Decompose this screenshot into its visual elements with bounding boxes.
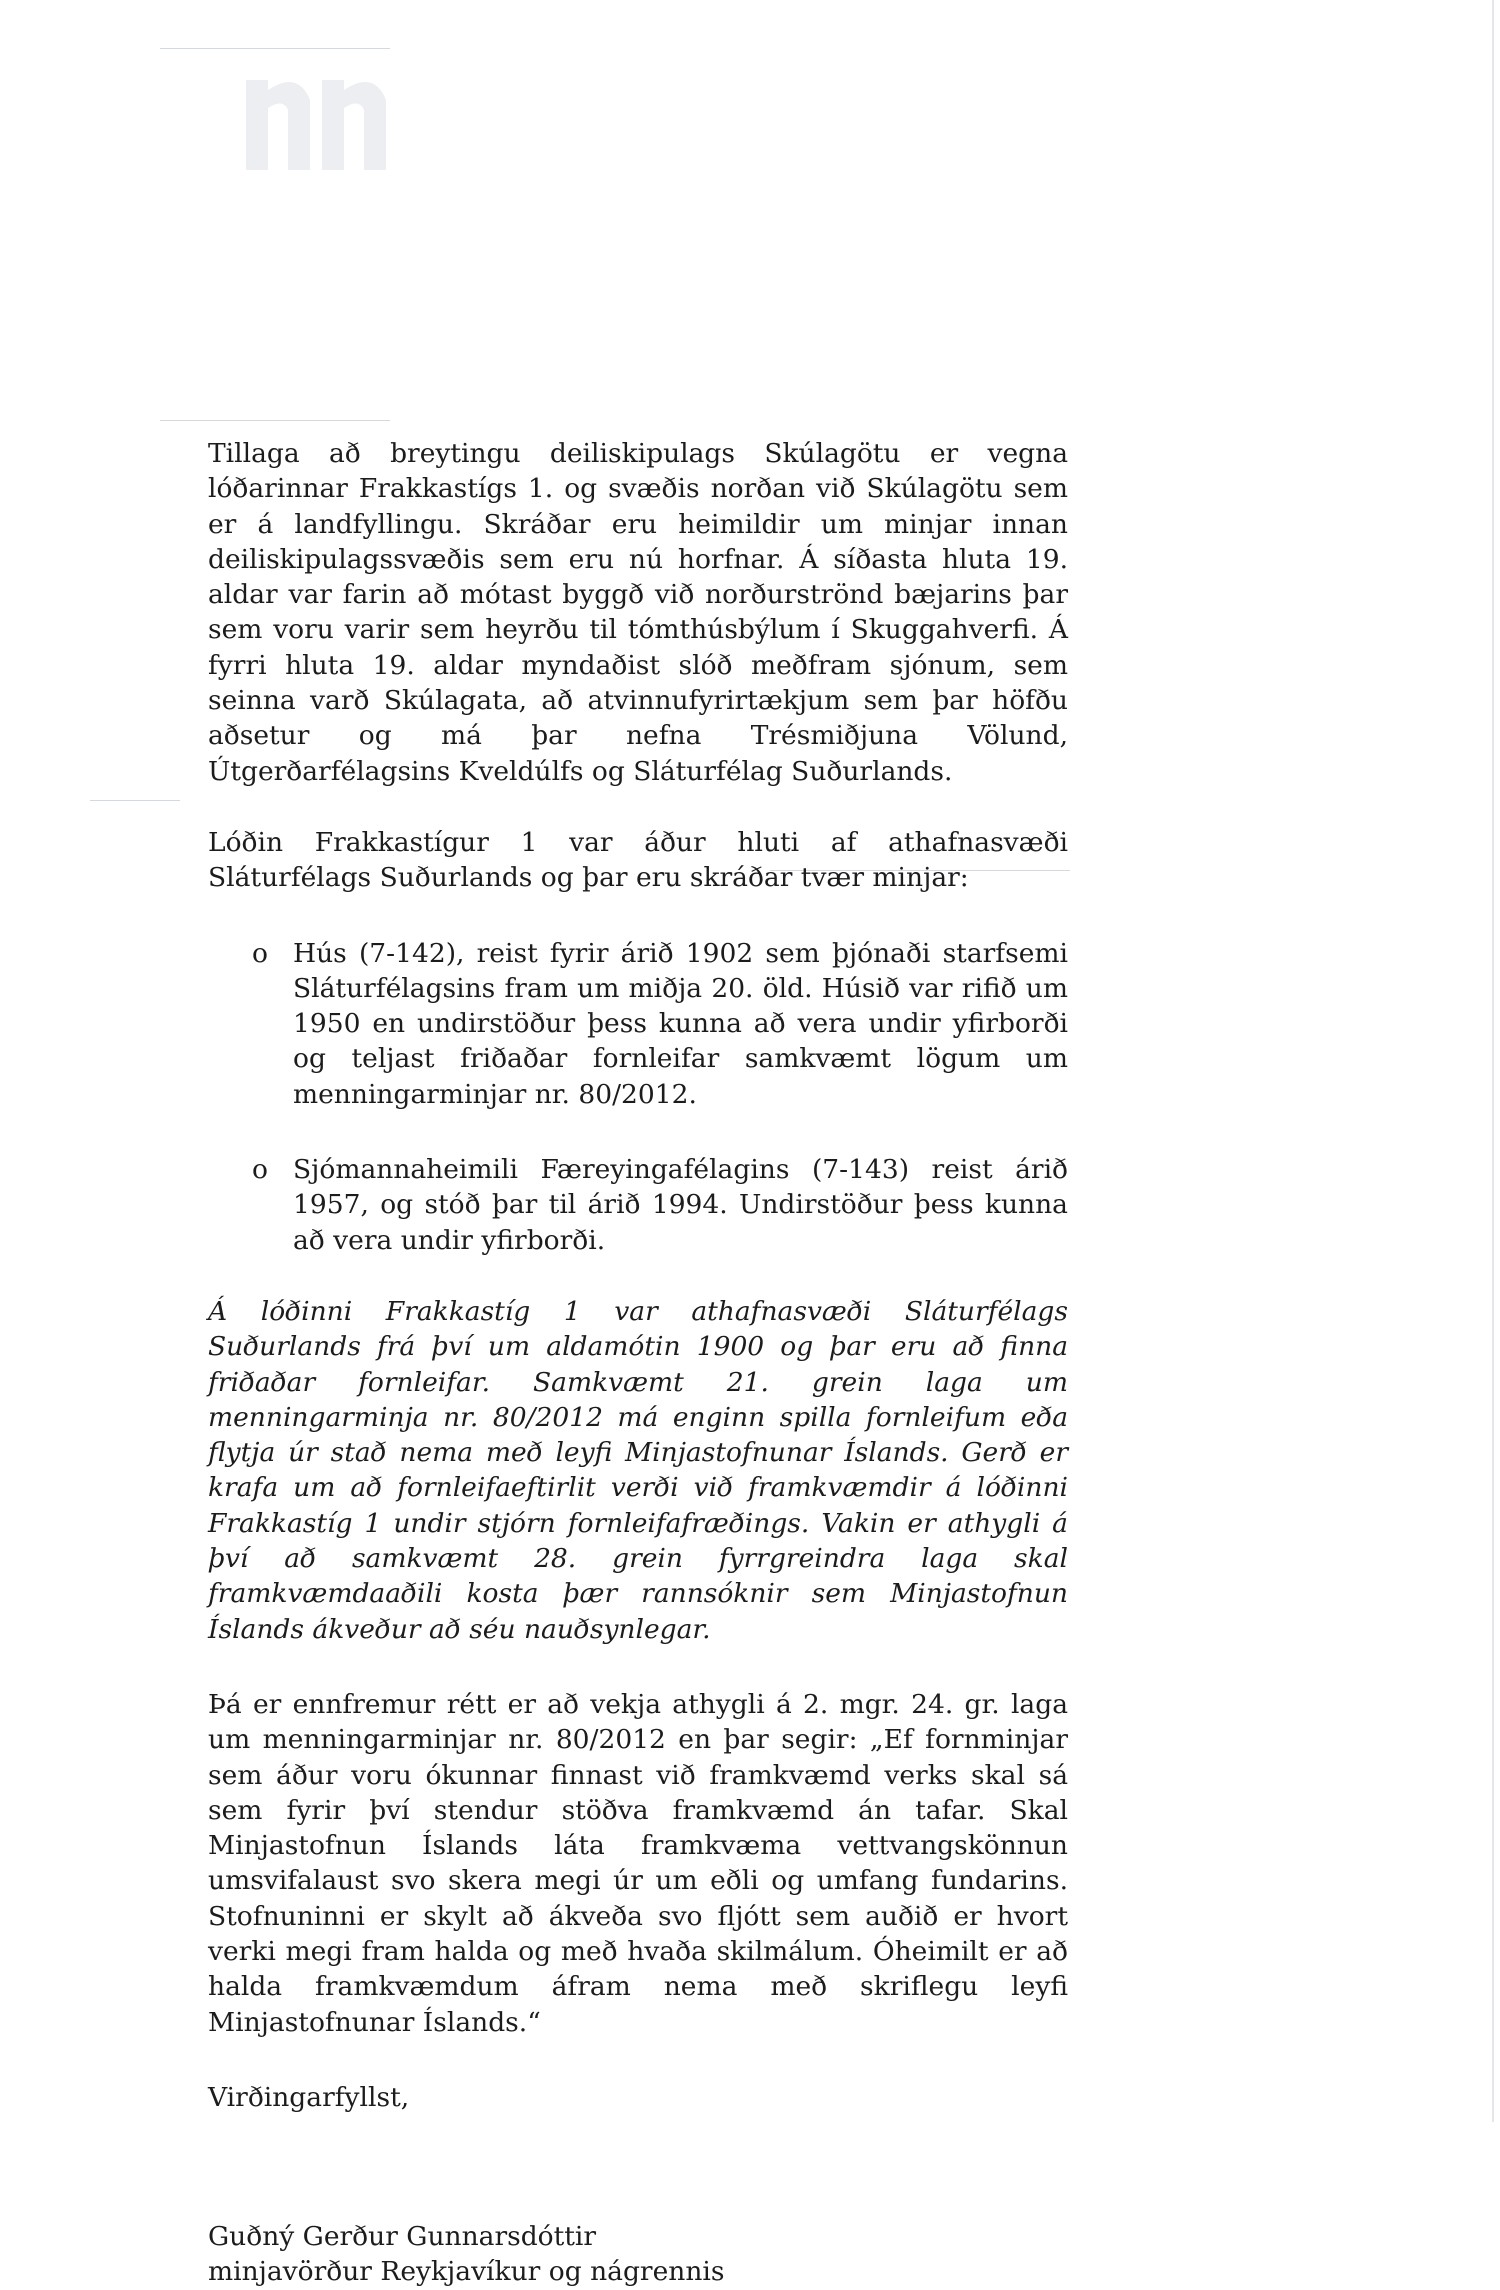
bullet-text: Sjómannaheimili Færeyingafélagins (7-143) reist árið 1957, og stóð þar til árið 1994. Undirstöður þess kunna að vera undir yfirborði. — [293, 1154, 1068, 1256]
list-item — [208, 936, 1068, 1112]
scan-edge — [1492, 0, 1494, 2122]
letter-body — [208, 436, 1068, 2290]
lot-paragraph: Lóðin Frakkastígur 1 var áður hluti af athafnasvæði Sláturfélags Suðurlands og þar eru skráðar tvær minjar: — [208, 826, 1068, 894]
italic-requirement-paragraph: Á lóðinni Frakkastíg 1 var athafnasvæði Sláturfélags Suðurlands frá því um aldamótin 1900 og þar eru að finna friðaðar fornleifar. Samkvæmt 21. grein laga um menningarminja nr. 80/2012 má enginn spilla fornleifum eða flytja úr stað nema með leyfi Minjastofnunar Íslands. Gerð er krafa um að fornleifaeftirlit verði við framkvæmdir á lóðinni Frakkastíg 1 undir stjórn fornleifafræðings. Vakin er athygli á því að samkvæmt 28. grein fyrrgreindra laga skal framkvæmdaaðili kosta þær rannsóknir sem Minjastofnun Íslands ákveður að séu nauðsynlegar. — [208, 1295, 1068, 1645]
show-through-rule — [160, 420, 390, 421]
spacer — [208, 789, 1068, 825]
show-through-rule — [90, 800, 180, 801]
spacer — [208, 1647, 1068, 1687]
signature-name: Guðný Gerður Gunnarsdóttir — [208, 2221, 597, 2253]
signature-title: minjavörður Reykjavíkur og nágrennis — [208, 2256, 725, 2288]
closing-salutation: Virðingarfyllst, — [208, 2081, 410, 2113]
spacer — [208, 2040, 1068, 2080]
bullet-text: Hús (7-142), reist fyrir árið 1902 sem þjónaði starfsemi Sláturfélagsins fram um miðja 20. öld. Húsið var rifið um 1950 en undirstöður þess kunna að vera undir yfirborði og teljast friðaðar fornleifar samkvæmt lögum um menningarminjar nr. 80/2012. — [293, 937, 1068, 1110]
signature-space — [208, 2115, 1068, 2219]
spacer — [208, 1112, 1068, 1152]
show-through-logo — [238, 70, 388, 180]
bullet-marker: o — [252, 937, 268, 969]
show-through-rule — [160, 48, 390, 49]
spacer — [208, 896, 1068, 936]
intro-paragraph: Tillaga að breytingu deiliskipulags Skúlagötu er vegna lóðarinnar Frakkastígs 1. og svæðis norðan við Skúlagötu sem er á landfyllingu. Skráðar eru heimildir um minjar innan deiliskipulagssvæðis sem eru nú horfnar. Á síðasta hluta 19. aldar var farin að mótast byggð við norðurströnd bæjarins þar sem voru varir sem heyrðu til tómthúsbýlum í Skuggahverfi. Á fyrri hluta 19. aldar myndaðist slóð meðfram sjónum, sem seinna varð Skúlagata, að atvinnufyrirtækjum sem þar höfðu aðsetur og má þar nefna Trésmiðjuna Völund, Útgerðarfélagsins Kveldúlfs og Sláturfélag Suðurlands. — [208, 438, 1068, 787]
spacer — [208, 1258, 1068, 1294]
bullet-marker: o — [252, 1154, 268, 1186]
law-citation-paragraph: Þá er ennfremur rétt er að vekja athygli á 2. mgr. 24. gr. laga um menningarminjar nr. 80/2012 en þar segir: „Ef fornminjar sem áður voru ókunnar finnast við framkvæmd verks skal sá sem fyrir því stendur stöðva framkvæmd án tafar. Skal Minjastofnun Íslands láta framkvæma vettvangskönnun umsvifalaust svo skera megi úr um eðli og umfang fundarins. Stofnuninni er skylt að ákveða svo fljótt sem auðið er hvort verki megi fram halda og með hvaða skilmálum. Óheimilt er að halda framkvæmdum áfram nema með skriflegu leyfi Minjastofnunar Íslands.“ — [208, 1688, 1068, 2038]
list-item — [208, 1152, 1068, 1258]
